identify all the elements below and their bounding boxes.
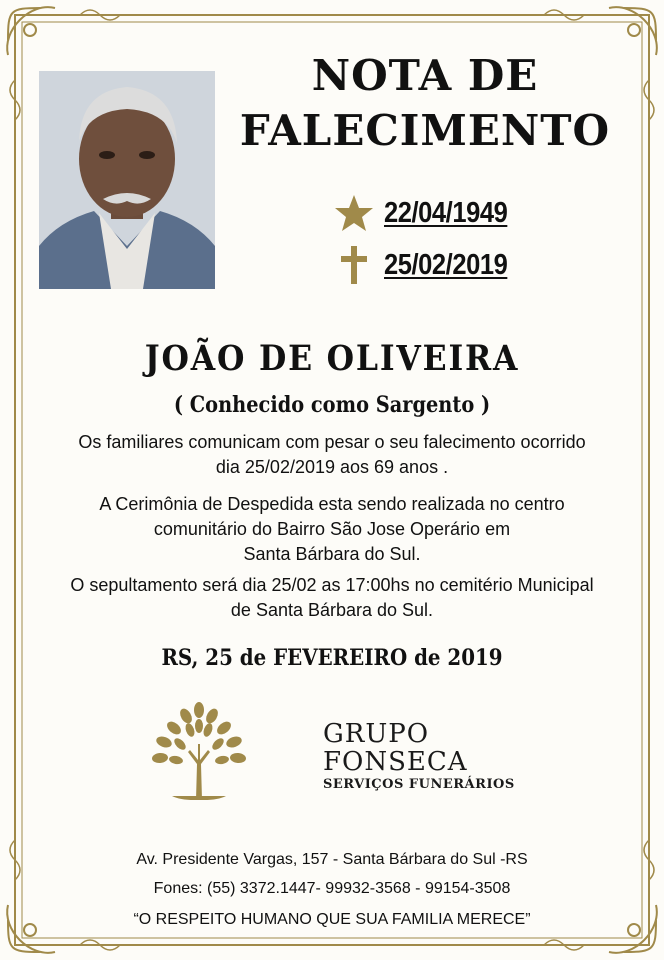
- birth-date: 22/04/1949: [384, 196, 508, 229]
- death-date-row: [334, 245, 524, 285]
- portrait-illustration: [39, 71, 215, 289]
- brand-line-1: GRUPO: [323, 719, 430, 749]
- announcement-paragraph: [0, 430, 664, 480]
- corner-ornament-tl: [7, 7, 55, 55]
- brand-name: [323, 720, 515, 792]
- deceased-nickname: ( Conhecido como Sargento ): [173, 392, 491, 418]
- place-date: RS, 25 de FEVEREIRO de 2019: [161, 645, 503, 671]
- ceremony-paragraph: [0, 492, 664, 567]
- cross-icon: [334, 245, 374, 285]
- tree-icon: [150, 700, 248, 802]
- paragraph-line: dia 25/02/2019 aos 69 anos .: [215, 457, 449, 477]
- portrait-photo: [39, 71, 215, 289]
- footer-motto: “O RESPEITO HUMANO QUE SUA FAMILIA MERECE”: [133, 911, 531, 928]
- star-icon: [334, 193, 374, 233]
- birth-date-row: [334, 193, 524, 233]
- footer-address: Av. Presidente Vargas, 157 - Santa Bárbara do Sul -RS: [136, 851, 528, 868]
- title-line-1: NOTA DE: [311, 51, 539, 100]
- paragraph-line: de Santa Bárbara do Sul.: [230, 600, 434, 620]
- paragraph-line: O sepultamento será dia 25/02 as 17:00hs no cemitério Municipal: [70, 575, 594, 595]
- brand-line-2: FONSECA: [323, 747, 468, 777]
- paragraph-line: Santa Bárbara do Sul.: [243, 544, 421, 564]
- brand-tagline: SERVIÇOS FUNERÁRIOS: [323, 777, 515, 792]
- paragraph-line: A Cerimônia de Despedida esta sendo realizada no centro: [99, 494, 565, 514]
- title-line-2: FALECIMENTO: [239, 106, 611, 155]
- corner-ornament-tr: [609, 7, 657, 55]
- death-date: 25/02/2019: [384, 248, 508, 281]
- footer-phones: Fones: (55) 3372.1447- 99932-3568 - 99154-3508: [153, 880, 511, 897]
- paragraph-line: comunitário do Bairro São Jose Operário em: [153, 519, 511, 539]
- burial-paragraph: [0, 573, 664, 623]
- paragraph-line: Os familiares comunicam com pesar o seu falecimento ocorrido: [78, 432, 586, 452]
- deceased-name: JOÃO DE OLIVEIRA: [144, 338, 520, 379]
